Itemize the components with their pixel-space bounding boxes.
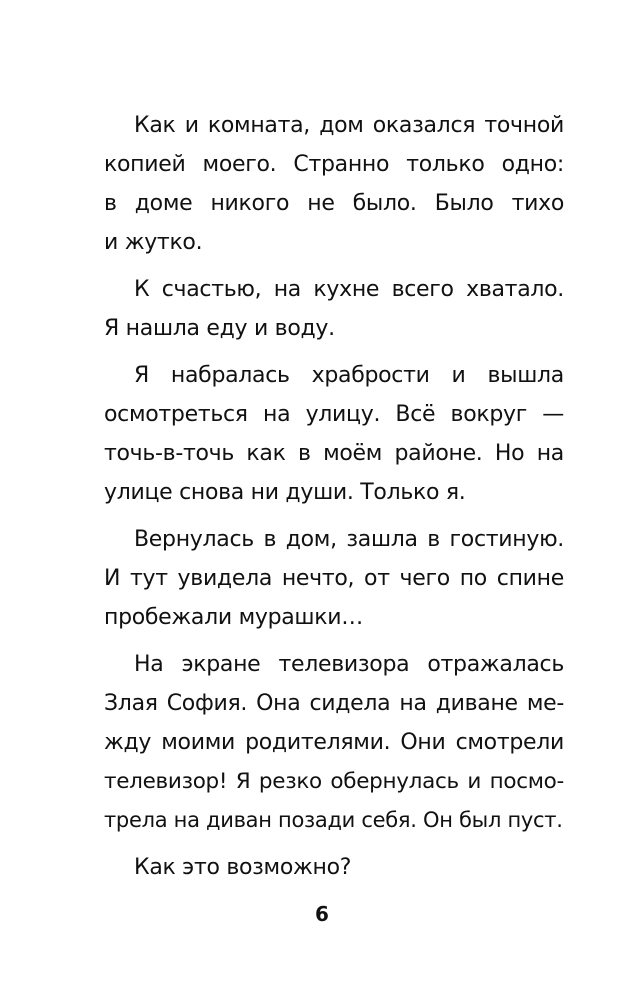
text-line: трела на диван позади себя. Он был пуст. <box>104 808 563 832</box>
page-number: 6 <box>315 902 329 926</box>
text-line: точь-в-точь как в моём районе. Но на <box>104 441 564 466</box>
text-line: Я набралась храбрости и вышла <box>134 363 564 388</box>
text-line: жду моими родителями. Они смотрели <box>104 730 564 755</box>
text-line: И тут увидела нечто, от чего по спине <box>104 566 564 591</box>
text-line: К счастью, на кухне всего хватало. <box>134 277 564 302</box>
paragraph-4 <box>104 520 564 637</box>
body-text <box>104 106 564 895</box>
text-line: Вернулась в дом, зашла в гостиную. <box>134 527 564 552</box>
paragraph-6 <box>104 848 564 887</box>
text-line: Как это возможно? <box>134 855 352 880</box>
paragraph-1 <box>104 106 564 262</box>
text-line: Я нашла еду и воду. <box>104 316 335 341</box>
text-line: телевизор! Я резко обернулась и посмо- <box>104 769 564 794</box>
text-line: Как и комната, дом оказался точной <box>134 113 564 138</box>
text-line: и жутко. <box>104 230 203 255</box>
text-line: осмотреться на улицу. Всё вокруг — <box>104 402 564 427</box>
text-line: пробежали мурашки… <box>104 605 363 630</box>
paragraph-3 <box>104 356 564 512</box>
paragraph-2 <box>104 270 564 348</box>
text-line: На экране телевизора отражалась <box>134 652 564 677</box>
paragraph-5 <box>104 645 564 840</box>
text-line: в доме никого не было. Было тихо <box>104 191 564 216</box>
text-line: Злая София. Она сидела на диване ме- <box>104 691 564 716</box>
text-line: улице снова ни души. Только я. <box>104 480 466 505</box>
text-line: копией моего. Странно только одно: <box>104 152 564 177</box>
